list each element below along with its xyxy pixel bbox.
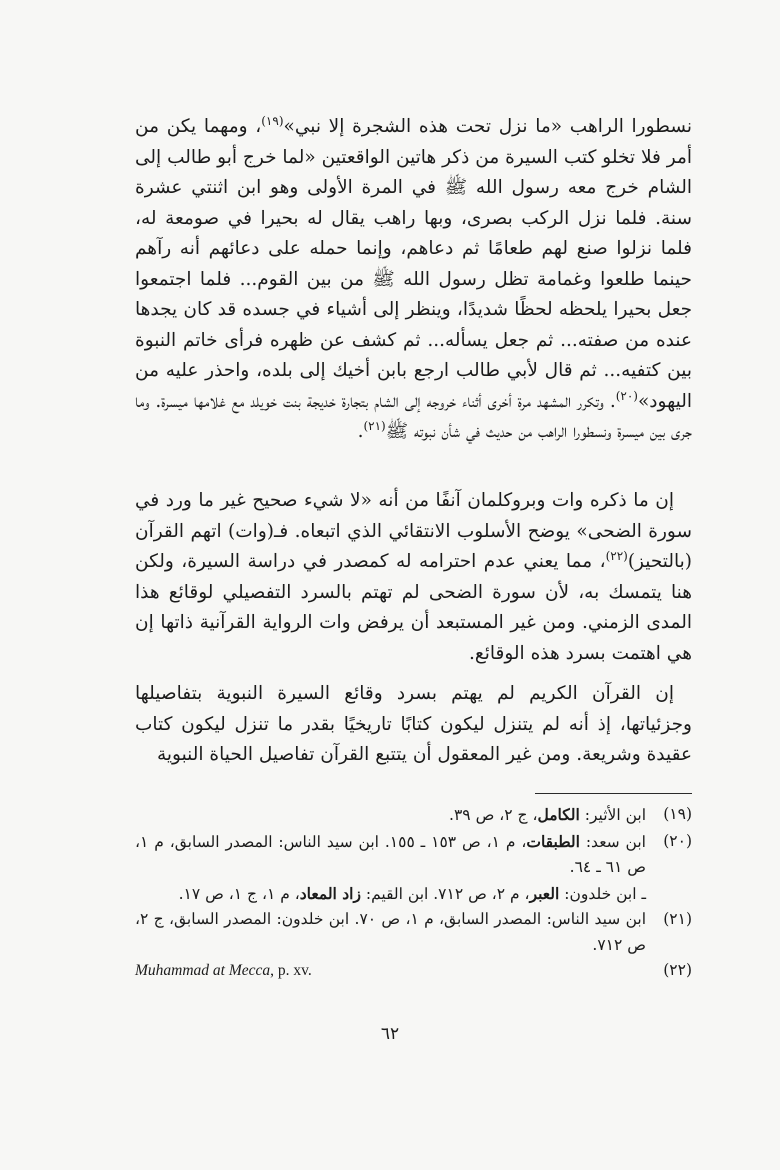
text-segment: نسطورا الراهب «ما نزل تحت هذه الشجرة إلا نبي» (283, 116, 692, 137)
footnote-ref-22[interactable]: (٢٢) (605, 548, 628, 563)
latin-page-ref: , p. xv. (270, 962, 312, 979)
footnote-segment: ـ ابن خلدون: (559, 884, 646, 903)
footnotes (135, 802, 692, 984)
footnote-line (135, 881, 646, 908)
text-segment: . (357, 421, 364, 442)
text-segment: ، ومهما يكن من أمر فلا تخلو كتب السيرة من ذكر هاتين الواقعتين «لما خرج أبو طالب إلى الشام خرج معه رسول الله ﷺ في المرة الأولى وهو ابن اثنتي عشرة سنة. فلما نزل الركب بصرى، وبها راهب يقال له بحيرا في صومعة له، فلما نزلوا صنع لهم طعامًا ثم دعاهم، وإنما حمله على دعائهم أنه رآهم حينما طلعوا وغمامة تظل رسول الله ﷺ من بين القوم... فلما اجتمعوا جعل بحيرا يلحظه لحظًا شديدًا، وينظر إلى أشياء في جسده قد كان يجدها عنده من صفته... ثم جعل يسأله... ثم كشف عن ظهره فرأى خاتم النبوة بين كتفيه... ثم قال لأبي طالب ارجع بابن أخيك إلى بلده، واحذر عليه من اليهود» (135, 116, 692, 412)
footnote-21 (135, 907, 692, 958)
book-title: الطبقات (526, 831, 580, 851)
latin-citation (135, 962, 312, 979)
footnote-segment: ، ج ٢، ص ٣٩. (449, 806, 538, 824)
footnote-text (135, 958, 646, 984)
footnote-segment: ابن سعد: (579, 832, 646, 851)
book-title: العبر (529, 883, 560, 903)
book-title: الكامل (537, 805, 580, 824)
footnote-number: (٢٠) (663, 831, 692, 850)
text-segment: ، مما يعني عدم احترامه له كمصدر في دراسة السيرة، ولكن هنا يتمسك به، لأن سورة الضحى لم تهتم بالسرد التفصيلي لوقائع هذا المدى الزمني. ومن غير المستبعد أن يرفض وات الرواية القرآنية ذاتها إن هي اهتمت بسرد هذه الوقائع. (135, 551, 692, 664)
footnote-ref-19[interactable]: (١٩) (261, 113, 284, 128)
footnote-text (135, 907, 646, 958)
footnote-ref-20[interactable]: (٢٠) (615, 388, 638, 403)
footnote-segment: ، م ٢، ص ٧١٢. ابن القيم: (360, 884, 530, 903)
text-segment: إن القرآن الكريم لم يهتم بسرد وقائع السيرة النبوية بتفاصيلها وجزئياتها، إذ أنه لم يتنزل ليكون كتابًا تاريخيًا بقدر ما تنزل ليكون كتاب عقيدة وشريعة. ومن غير المعقول أن يتتبع القرآن تفاصيل الحياة النبوية (135, 683, 692, 765)
body-paragraph-2 (135, 486, 692, 669)
footnote-text (135, 829, 646, 908)
footnote-number: (١٩) (663, 805, 692, 823)
footnote-20 (135, 829, 692, 908)
footnote-19 (135, 802, 692, 829)
latin-book-title: Muhammad at Mecca (135, 962, 271, 979)
footnote-number: (٢٢) (663, 961, 692, 979)
footnote-segment: ابن الأثير: (579, 806, 646, 824)
footnote-ref-21[interactable]: (٢١) (363, 418, 386, 433)
text-segment: . وتكرر المشهد مرة أخرى أثناء خروجه إلى الشام بتجارة خديجة بنت خويلد مع غلامها ميسرة. وما جرى بين ميسرة ونسطورا الراهب من حديث في شأن نبوته ﷺ (135, 390, 692, 442)
footnote-text (135, 802, 646, 829)
footnote-segment: ، م ١، ج ١، ص ١٧. (178, 884, 300, 903)
page-number: ٦٢ (380, 1024, 400, 1044)
body-paragraph-1 (135, 112, 692, 448)
footnote-number: (٢١) (663, 910, 692, 928)
footnote-segment: ، م ١، ص ١٥٣ ـ ١٥٥. ابن سيد الناس: المصدر السابق، م ١، ص ٦١ ـ ٦٤. (135, 832, 646, 876)
footnote-separator (535, 793, 692, 794)
footnote-segment: ابن سيد الناس: المصدر السابق، م ١، ص ٧٠. ابن خلدون: المصدر السابق، ج ٢، ص ٧١٢. (135, 910, 646, 954)
footnote-line (135, 829, 646, 881)
body-paragraph-3 (135, 679, 692, 771)
footnote-22 (135, 958, 692, 984)
text-segment: إن ما ذكره وات وبروكلمان آنفًا من أنه «لا شيء صحيح غير ما ورد في سورة الضحى» يوضح الأسلوب الانتقائي الذي اتبعاه. فـ(وات) اتهم القرآن (بالتحيز) (135, 490, 692, 572)
book-title: زاد المعاد (299, 883, 361, 903)
